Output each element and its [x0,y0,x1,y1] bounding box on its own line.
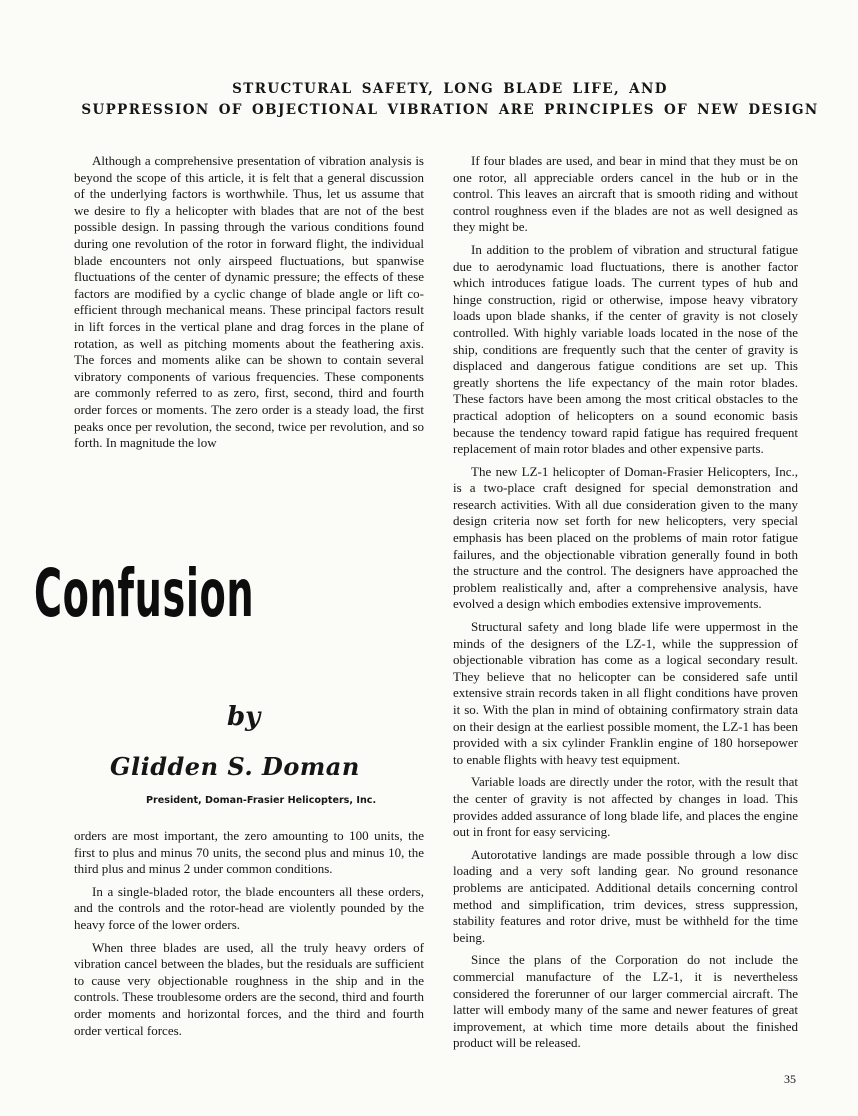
body-paragraph: Although a comprehensive presentation of vibration analysis is beyond the scope of this article, it is felt that a general discussion of the underlying factors is worthwhile. Thus, let us assume that we desire to fly a helicopter with blades that are not of the best possible design. In passing through the various conditions found during one revolution of the rotor in forward flight, the individual blade encounters not only airspeed fluctuations, but spanwise fluctuations of the center of dynamic pressure; the effects of these factors are modified by a cyclic change of blade angle or lift co-efficient through mechanical means. These principal factors result in lift forces in the vertical plane and drag forces in the plane of rotation, as well as pitching moments about the feathering axis. The forces and moments alike can be shown to contain several vibratory components of various frequencies. These components are commonly referred to as zero, first, second, third and fourth order forces or moments. The zero order is a steady load, the first peaks once per revolution, the second, twice per revolution, and so forth. In magnitude the low [74,153,424,451]
page-number: 35 [784,1072,796,1086]
article-heading-line-1: STRUCTURAL SAFETY, LONG BLADE LIFE, AND [232,81,668,97]
body-paragraph: Variable loads are directly under the rotor, with the result that the center of gravity is not affected by changes in load. This provides added assurance of long blade life, and places the engine out in front for easy servicing. [453,774,798,840]
body-paragraph: If four blades are used, and bear in mind that they must be on one rotor, all appreciable orders cancel in the hub or in the control. This leaves an aircraft that is smooth riding and without control roughness even if the blades are not as well designed as they might be. [453,153,798,235]
article-heading-line-2: SUPPRESSION OF OBJECTIONAL VIBRATION ARE PRINCIPLES OF NEW DESIGN [81,102,819,118]
body-paragraph: In addition to the problem of vibration and structural fatigue due to aerodynamic load fluctuations, there is another factor which introduces fatigue loads. The current types of hub and hinge construction, rigid or otherwise, impose heavy vibratory loads upon blade shanks, if the center of gravity is not closely controlled. With highly variable loads located in the nose of the ship, conditions are frequently such that the center of gravity is displaced and dangerous fatigue conditions are set up. This greatly shortens the life expectancy of the main rotor blades. These factors have been among the most critical obstacles to the practical adoption of helicopters on a sound economic basis because the tendency toward rapid fatigue has required frequent replacement of main rotor blades and other expensive parts. [453,241,798,457]
author-name: Glidden S. Doman [110,752,360,781]
left-column-bottom [74,828,424,1045]
byline-by: by [227,702,261,732]
body-paragraph: orders are most important, the zero amounting to 100 units, the first to plus and minus 70 units, the second plus and minus 10, the third plus and minus 2 under common conditions. [74,828,424,877]
body-paragraph: The new LZ-1 helicopter of Doman-Frasier Helicopters, Inc., is a two-place craft designed for special demonstration and research activities. With all due consideration given to the many design criteria now set forth for new helicopters, very special emphasis has been placed on the problems of main rotor fatigue failures, and the objectionable vibration generally found in both the structure and the control. The designers have approached the problem realistically and, after a comprehensive analysis, have evolved a design which embodies extensive improvements. [453,463,798,612]
body-paragraph: In a single-bladed rotor, the blade encounters all these orders, and the controls and the rotor-head are violently pounded by the heavy force of the lower orders. [74,883,424,932]
article-title: Confusion [34,555,255,632]
right-column [453,153,798,1058]
body-paragraph: Autorotative landings are made possible through a low disc loading and a very soft landing gear. No ground resonance problems are anticipated. Additional details concerning control method and simplification, trim devices, stress suppression, stability features and rotor drive, must be withheld for the time being. [453,846,798,945]
body-paragraph: Since the plans of the Corporation do not include the commercial manufacture of the LZ-1, it is nevertheless considered the forerunner of our larger commercial aircraft. The latter will embody many of the same and newer features of great improvement, at which time more details about the finished product will be released. [453,952,798,1051]
body-paragraph: Structural safety and long blade life were uppermost in the minds of the designers of the LZ-1, while the suppression of objectionable vibration has come as a logical secondary result. They believe that no helicopter can be considered safe until extensive strain records taken in all flight conditions have proven it so. With the plan in mind of obtaining confirmatory strain data on their design at the earliest possible moment, the LZ-1 has been provided with a six cylinder Franklin engine of 180 horsepower to enable flights with heavy test equipment. [453,619,798,767]
author-affiliation: President, Doman-Frasier Helicopters, Inc. [146,795,377,806]
body-paragraph: When three blades are used, all the truly heavy orders of vibration cancel between the blades, but the residuals are sufficient to cause very objectionable roughness in the ship and in the controls. These troublesome orders are the second, third and fourth order moments and horizontal forces, and the third and fourth order vertical forces. [74,939,424,1038]
left-column-top [74,153,424,458]
